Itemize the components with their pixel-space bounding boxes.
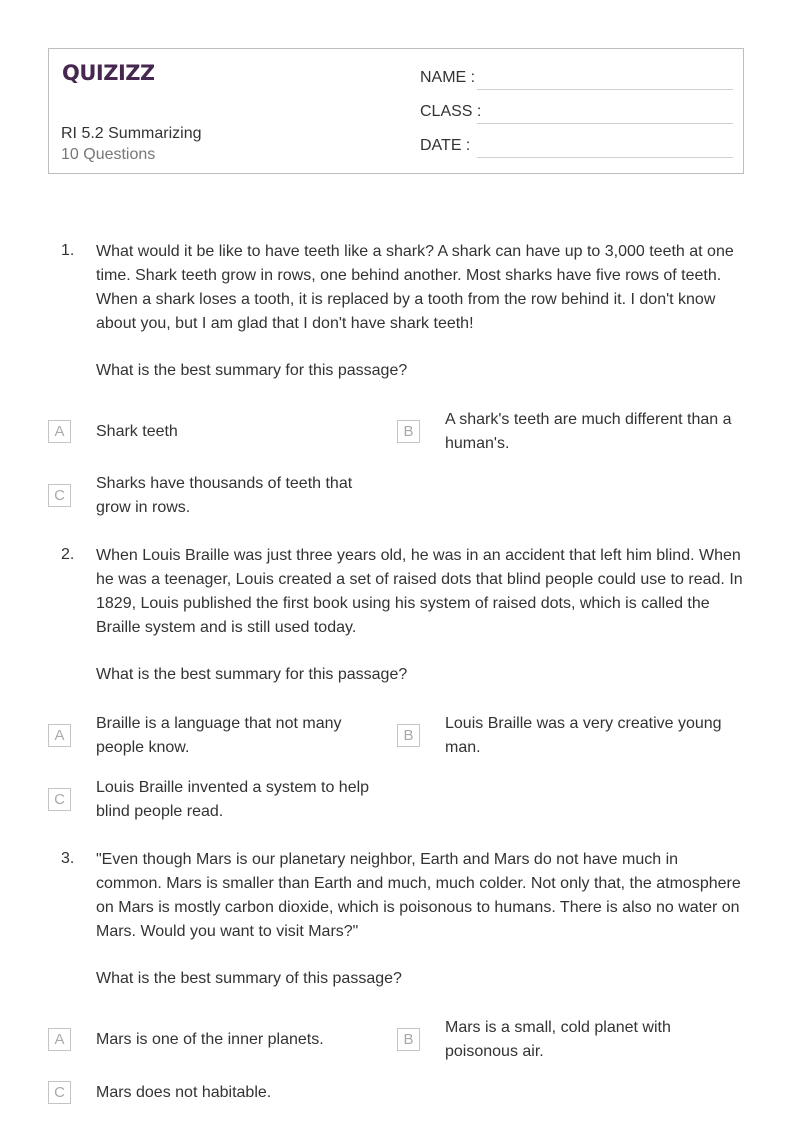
q2-option-c-text[interactable]: Louis Braille invented a system to help blind people read. [96,779,370,820]
q1-option-b-badge[interactable]: B [397,420,420,443]
question-2-passage: When Louis Braille was just three years old, he was in an accident that left him blind. When he was a teenager, Louis created a set of raised dots that blind people could use to read. In 1829, Louis published the first book using his system of raised dots, which is called the Braille system and is still used today. [96,547,743,636]
date-field[interactable] [420,137,733,161]
name-line[interactable] [477,89,733,90]
q2-option-c-badge[interactable]: C [48,788,71,811]
question-1-passage: What would it be like to have teeth like a shark? A shark can have up to 3,000 teeth at one time. Shark teeth grow in rows, one behind another. Most sharks have five rows of teeth. When a shark loses a tooth, it is replaced by a tooth from the row behind it. I don't know about you, but I am glad that I don't have shark teeth! [96,243,734,332]
q3-option-c-text[interactable]: Mars does not habitable. [96,1084,272,1101]
question-1-prompt: What is the best summary for this passage? [96,362,408,379]
question-3-prompt: What is the best summary of this passage? [96,970,402,987]
class-label: CLASS : [420,103,482,120]
name-label: NAME : [420,69,476,86]
question-1-number: 1. [61,242,75,259]
worksheet-title: RI 5.2 Summarizing [61,125,202,142]
q3-option-b-badge[interactable]: B [397,1028,420,1051]
q1-option-b-text[interactable]: A shark's teeth are much different than a human's. [445,411,732,452]
q3-option-b-text[interactable]: Mars is a small, cold planet with poisonous air. [445,1019,671,1060]
question-count: 10 Questions [61,146,156,163]
question-2-prompt: What is the best summary for this passage? [96,666,408,683]
date-line[interactable] [477,157,733,158]
class-field[interactable] [420,103,733,127]
worksheet-header [48,48,744,174]
question-3-number: 3. [61,850,75,867]
question-2-number: 2. [61,546,75,563]
q1-option-a-badge[interactable]: A [48,420,71,443]
question-3-passage: "Even though Mars is our planetary neighbor, Earth and Mars do not have much in common. Mars is smaller than Earth and much, much colder. Not only that, the atmosphere on Mars is mostly carbon dioxide, which is poisonous to humans. There is also no water on Mars. Would you want to visit Mars?" [96,851,741,940]
q2-option-b-badge[interactable]: B [397,724,420,747]
date-label: DATE : [420,137,471,154]
q1-option-a-text[interactable]: Shark teeth [96,423,178,440]
q1-option-c-text[interactable]: Sharks have thousands of teeth that grow in rows. [96,475,353,516]
quizizz-logo [62,59,154,90]
q3-option-a-text[interactable]: Mars is one of the inner planets. [96,1031,324,1048]
q2-option-b-text[interactable]: Louis Braille was a very creative young man. [445,715,722,756]
svg-text:QUIZIZZ: QUIZIZZ [62,61,154,85]
class-line[interactable] [477,123,733,124]
quizizz-logo-mark [62,59,154,85]
q1-option-c-badge[interactable]: C [48,484,71,507]
name-field[interactable] [420,69,733,93]
q3-option-a-badge[interactable]: A [48,1028,71,1051]
q2-option-a-badge[interactable]: A [48,724,71,747]
q3-option-c-badge[interactable]: C [48,1081,71,1104]
q2-option-a-text[interactable]: Braille is a language that not many people know. [96,715,342,756]
